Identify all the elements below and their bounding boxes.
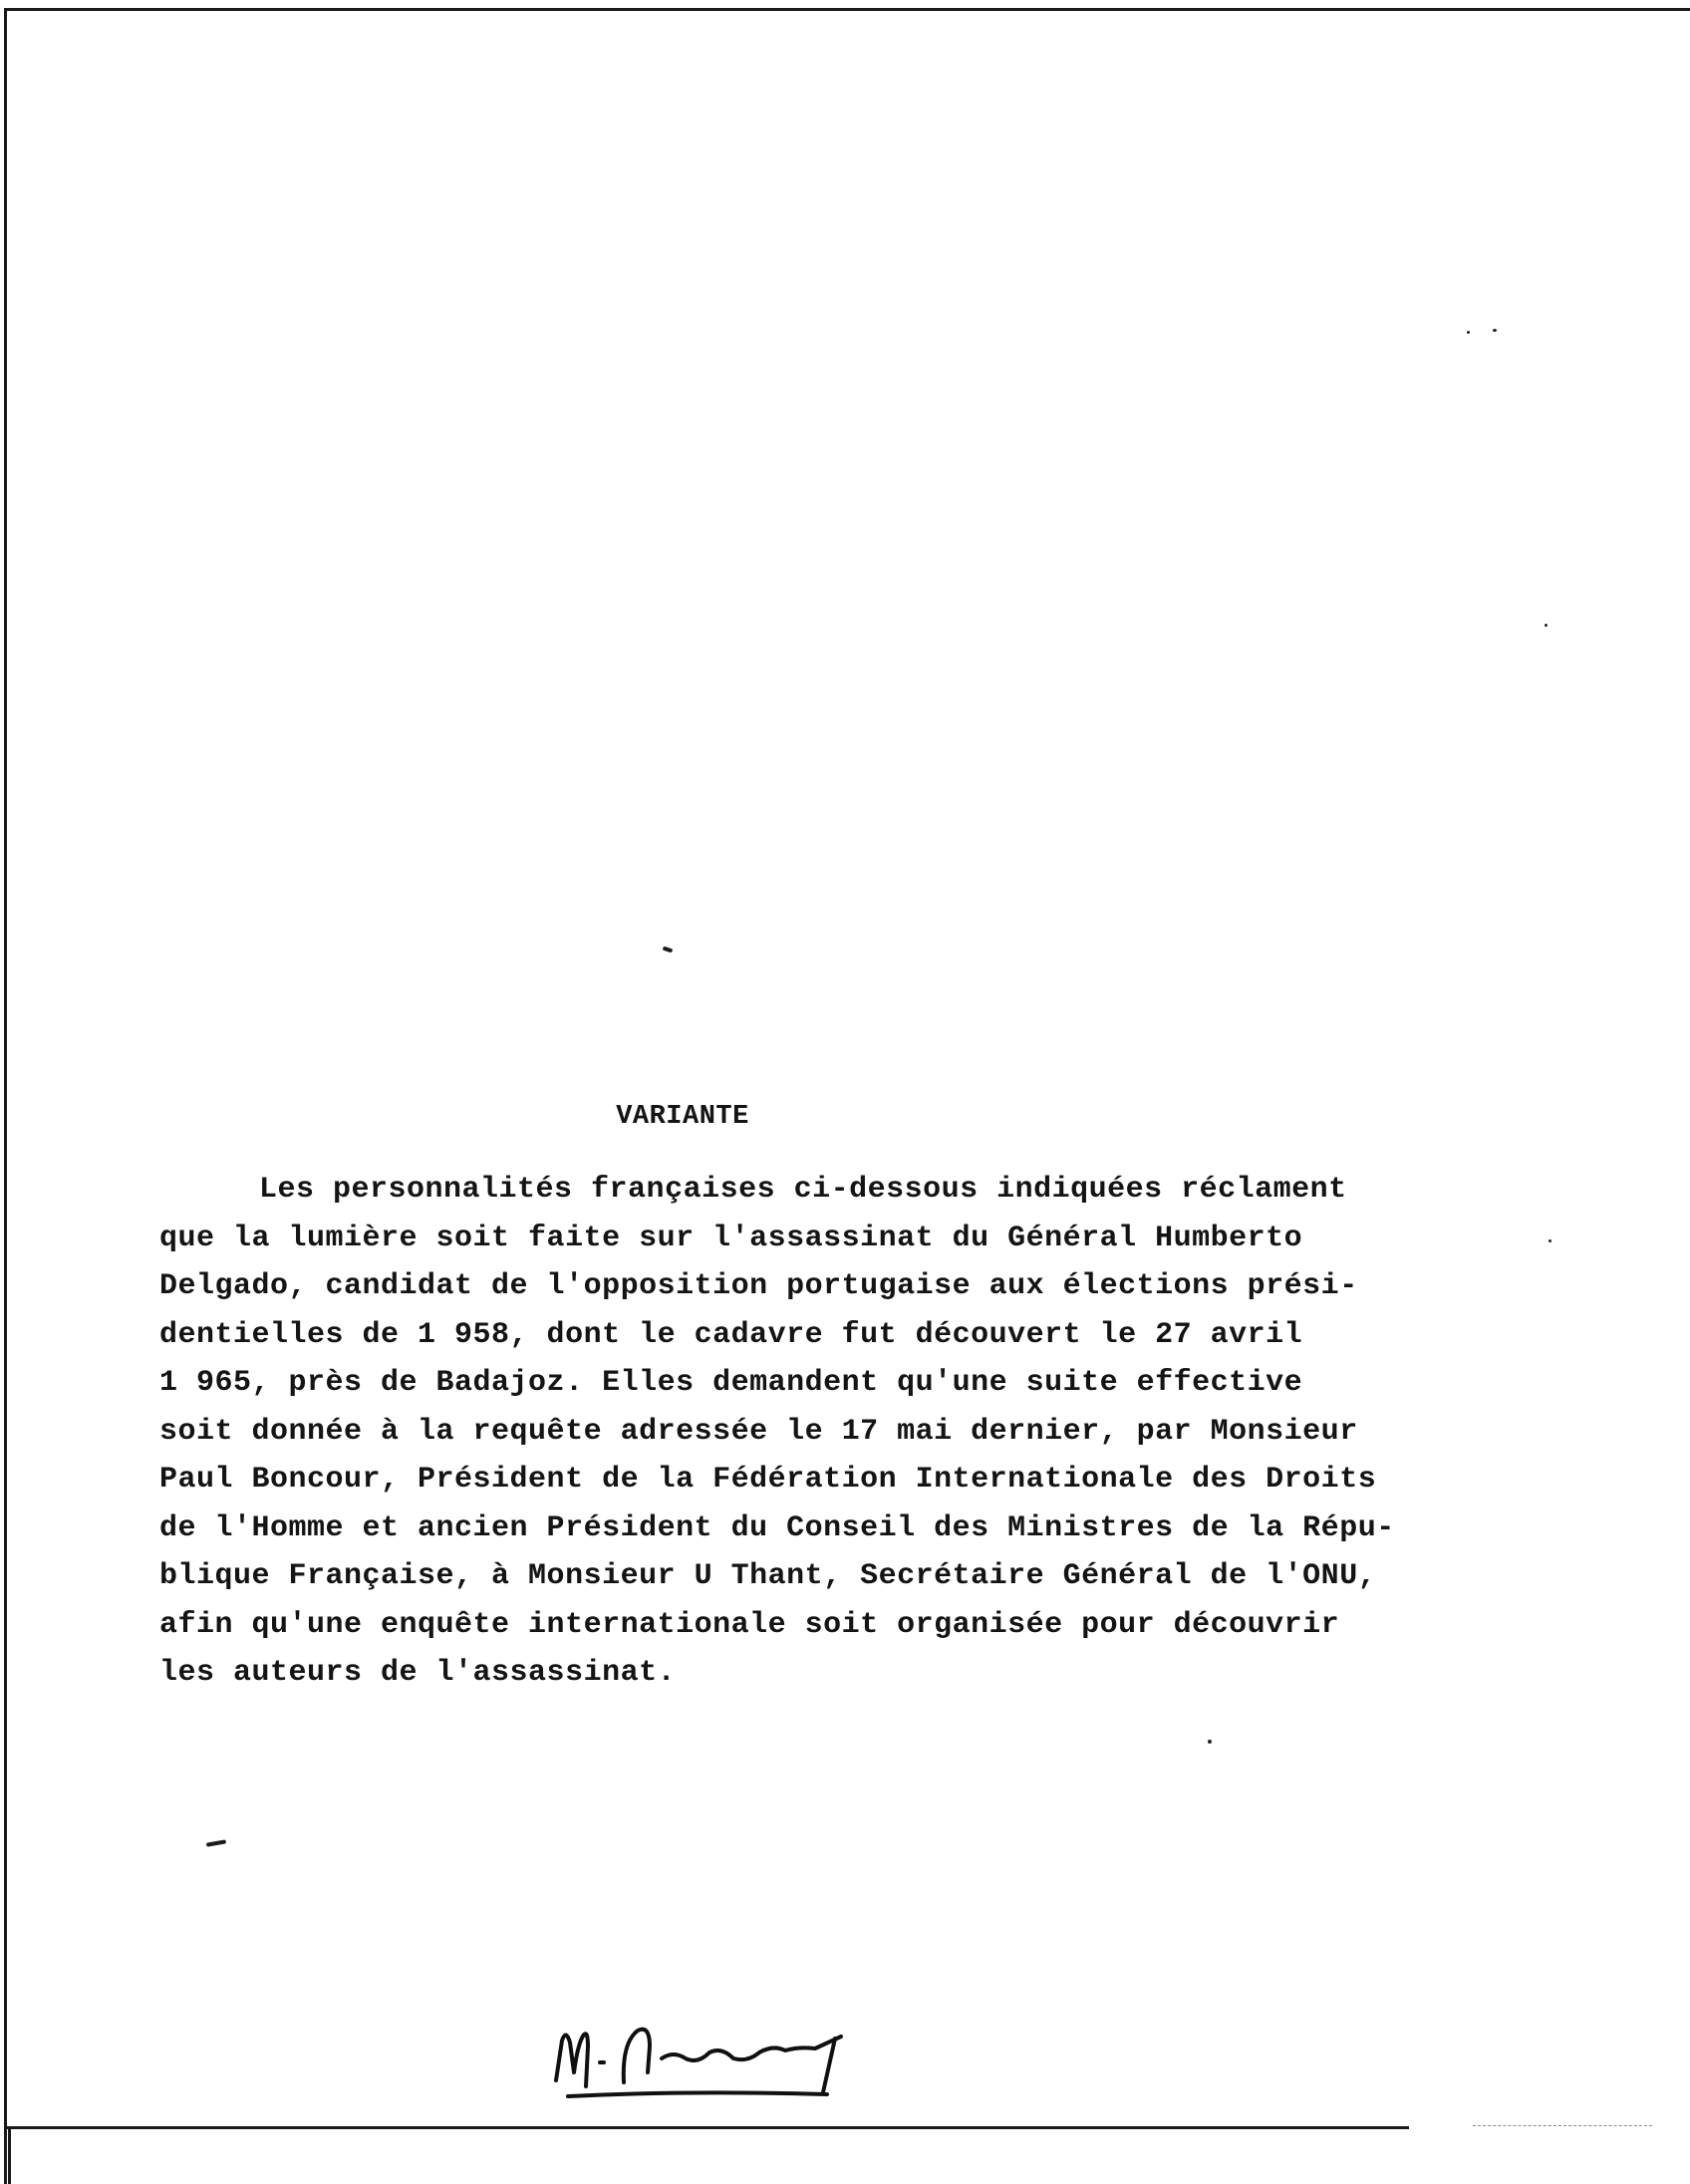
body-line: de l'Homme et ancien Président du Conseil des Ministres de la Répu- [159, 1510, 1395, 1545]
scan-mark [663, 947, 674, 954]
document-title: VARIANTE [616, 1102, 749, 1132]
body-line: Les personnalités françaises ci-dessous indiquées réclament [259, 1173, 1347, 1207]
body-line: les auteurs de l'assassinat. [159, 1656, 677, 1690]
scan-speck [1493, 329, 1497, 332]
scan-corner-mark [8, 2126, 11, 2184]
handwritten-signature [538, 2003, 867, 2102]
scan-border-top [4, 8, 1654, 11]
scan-border-corner [1654, 8, 1690, 11]
scan-mark [206, 1839, 226, 1846]
body-line: dentielles de 1 958, dont le cadavre fut découvert le 27 avril [159, 1317, 1303, 1352]
scan-speck [1467, 331, 1470, 334]
scan-border-left [4, 8, 7, 2184]
body-line: 1 965, près de Badajoz. Elles demandent qu'une suite effective [159, 1366, 1303, 1400]
body-line: blique Française, à Monsieur U Thant, Secrétaire Général de l'ONU, [159, 1559, 1377, 1593]
scan-speck [1549, 1239, 1551, 1242]
scan-speck [1545, 624, 1548, 627]
body-line: Paul Boncour, Président de la Fédération Internationale des Droits [159, 1463, 1377, 1497]
body-line: afin qu'une enquête internationale soit organisée pour découvrir [159, 1607, 1340, 1642]
scan-border-bottom [4, 2126, 1409, 2129]
document-body [159, 1166, 1515, 1698]
scan-border-bottom-faint [1473, 2125, 1652, 2127]
body-line: que la lumière soit faite sur l'assassinat du Général Humberto [159, 1221, 1303, 1255]
body-line: soit donnée à la requête adressée le 17 mai dernier, par Monsieur [159, 1414, 1358, 1449]
scan-speck [1208, 1740, 1212, 1744]
body-line: Delgado, candidat de l'opposition portugaise aux élections prési- [159, 1269, 1358, 1303]
